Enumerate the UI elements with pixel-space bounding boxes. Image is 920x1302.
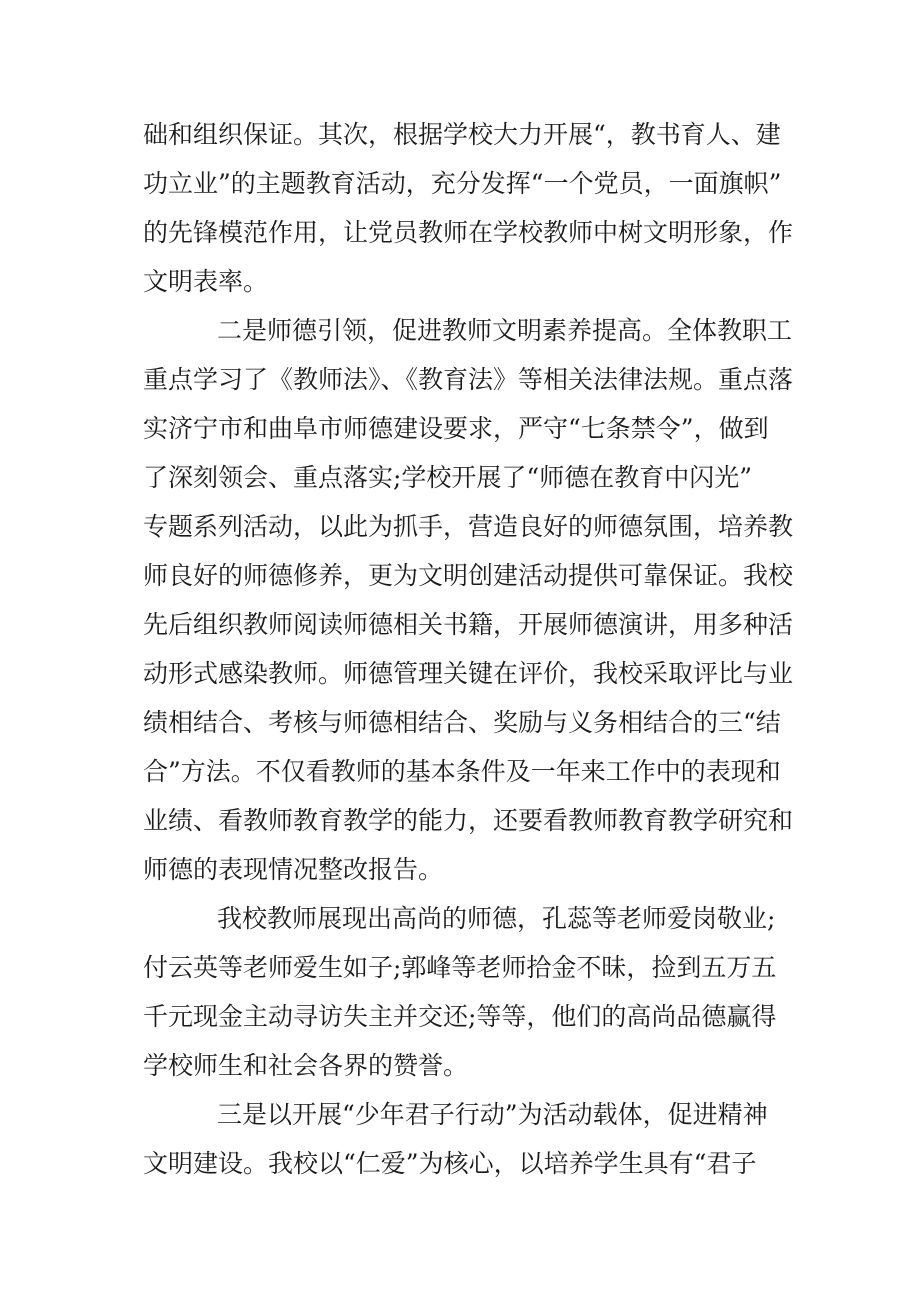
paragraph-2-line-3: 实济宁市和曲阜市师德建设要求，严守“七条禁令”，做到	[143, 414, 769, 443]
paragraph-1-line-3: 的先锋模范作用，让党员教师在学校教师中树文明形象，作	[143, 218, 794, 247]
paragraph-4-line-2: 文明建设。我校以“仁爱”为核心，以培养学生具有“君子	[143, 1149, 757, 1178]
paragraph-3-line-3: 千元现金主动寻访失主并交还;等等，他们的高尚品德赢得	[143, 1002, 777, 1031]
paragraph-2-line-9: 绩相结合、考核与师德相结合、奖励与义务相结合的三“结	[143, 708, 781, 737]
paragraph-2-line-7: 先后组织教师阅读师德相关书籍，开展师德演讲，用多种活	[143, 610, 794, 639]
paragraph-3-line-1: 我校教师展现出高尚的师德，孔蕊等老师爱岗敬业;	[217, 904, 776, 933]
paragraph-2-line-1: 二是师德引领，促进教师文明素养提高。全体教职工	[217, 316, 793, 345]
paragraph-1-line-4: 文明表率。	[143, 267, 269, 296]
paragraph-3-line-4: 学校师生和社会各界的赞誉。	[143, 1051, 469, 1080]
paragraph-2-line-2: 重点学习了《教师法》、《教育法》等相关法律法规。重点落	[143, 365, 794, 394]
paragraph-2-line-8: 动形式感染教师。师德管理关键在评价，我校采取评比与业	[143, 659, 794, 688]
paragraph-2-line-5: 专题系列活动，以此为抓手，营造良好的师德氛围，培养教	[143, 512, 794, 541]
paragraph-4-line-1: 三是以开展“少年君子行动”为活动载体，促进精神	[217, 1100, 768, 1129]
paragraph-1-line-1: 础和组织保证。其次，根据学校大力开展“，教书育人、建	[143, 120, 781, 149]
paragraph-1-line-2: 功立业”的主题教育活动，充分发挥“一个党员，一面旗帜”	[143, 169, 782, 198]
paragraph-2-line-6: 师良好的师德修养，更为文明创建活动提供可靠保证。我校	[143, 561, 794, 590]
paragraph-2-line-11: 业绩、看教师教育教学的能力，还要看教师教育教学研究和	[143, 806, 794, 835]
paragraph-3-line-2: 付云英等老师爱生如子;郭峰等老师拾金不昧，捡到五万五	[143, 953, 777, 982]
paragraph-2-line-10: 合”方法。不仅看教师的基本条件及一年来工作中的表现和	[143, 757, 781, 786]
paragraph-2-line-12: 师德的表现情况整改报告。	[143, 855, 444, 884]
paragraph-2-line-4: 了深刻领会、重点落实;学校开展了“师德在教育中闪光”	[143, 463, 752, 492]
